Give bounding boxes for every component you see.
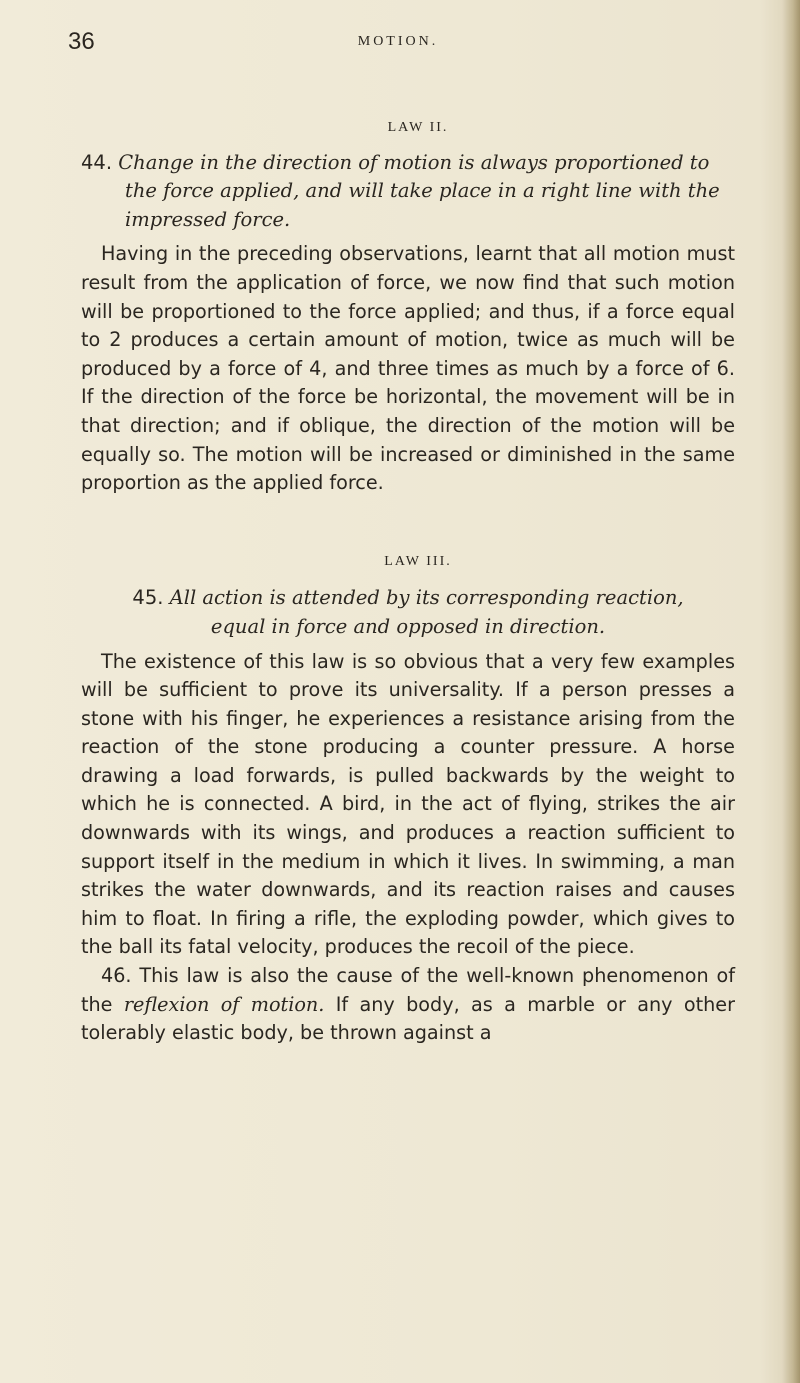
paragraph-46-end: If any body, as a marble or any other tolerably elastic body, be thrown against a bbox=[81, 992, 735, 1045]
paragraph-46-start: 46. This law is also the cause of the well-known phenomenon of the bbox=[81, 964, 735, 1016]
paragraph-46-italic: reflexion of motion. bbox=[123, 992, 325, 1016]
page-edge-shadow bbox=[782, 0, 800, 1383]
law-3-statement-line-2: equal in force and opposed in direction. bbox=[210, 614, 606, 638]
running-head: MOTION. bbox=[357, 34, 439, 49]
paragraph-46 bbox=[81, 962, 735, 1048]
page-number: 36 bbox=[68, 28, 95, 55]
law-3-statement-line-1: All action is attended by its corresponding reaction, bbox=[169, 586, 684, 610]
law-3-statement bbox=[81, 584, 735, 641]
law-2-number: 44. bbox=[81, 150, 113, 174]
law-3-number: 45. bbox=[132, 586, 164, 610]
page-header bbox=[68, 28, 728, 62]
law-2-paragraph: Having in the preceding observations, learnt that all motion must result from the application of force, we now find that such motion will be proportioned to the force applied; and thus, if a force equal to 2 produces a certain amount of motion, twice as much will be produced by a force of 4, and three times as much by a force of 6. If the direction of the force be horizontal, the movement will be in that direction; and if oblique, the direction of the motion will be equally so. The motion will be increased or diminished in the same proportion as the applied force. bbox=[81, 242, 735, 495]
law-2-statement-text: Change in the direction of motion is always proportioned to the force applied, and will take place in a right line with the impressed force. bbox=[118, 150, 720, 231]
law-3-paragraph: The existence of this law is so obvious that a very few examples will be sufficient to prove its universality. If a person presses a stone with his finger, he experiences a resistance arising from the reaction of the stone producing a counter pressure. A horse drawing a load forwards, is pulled backwards by the weight to which he is connected. A bird, in the act of flying, strikes the air downwards with its wings, and produces a reaction sufficient to support itself in the medium in which it lives. In swimming, a man strikes the water downwards, and its reaction raises and causes him to float. In firing a rifle, the exploding powder, which gives to the ball its fatal velocity, produces the recoil of the piece. bbox=[81, 649, 735, 959]
law-2-heading: LAW II. bbox=[387, 120, 449, 135]
law-3-heading: LAW III. bbox=[384, 553, 452, 569]
law-2-statement bbox=[81, 149, 735, 235]
page-body bbox=[81, 114, 735, 1048]
